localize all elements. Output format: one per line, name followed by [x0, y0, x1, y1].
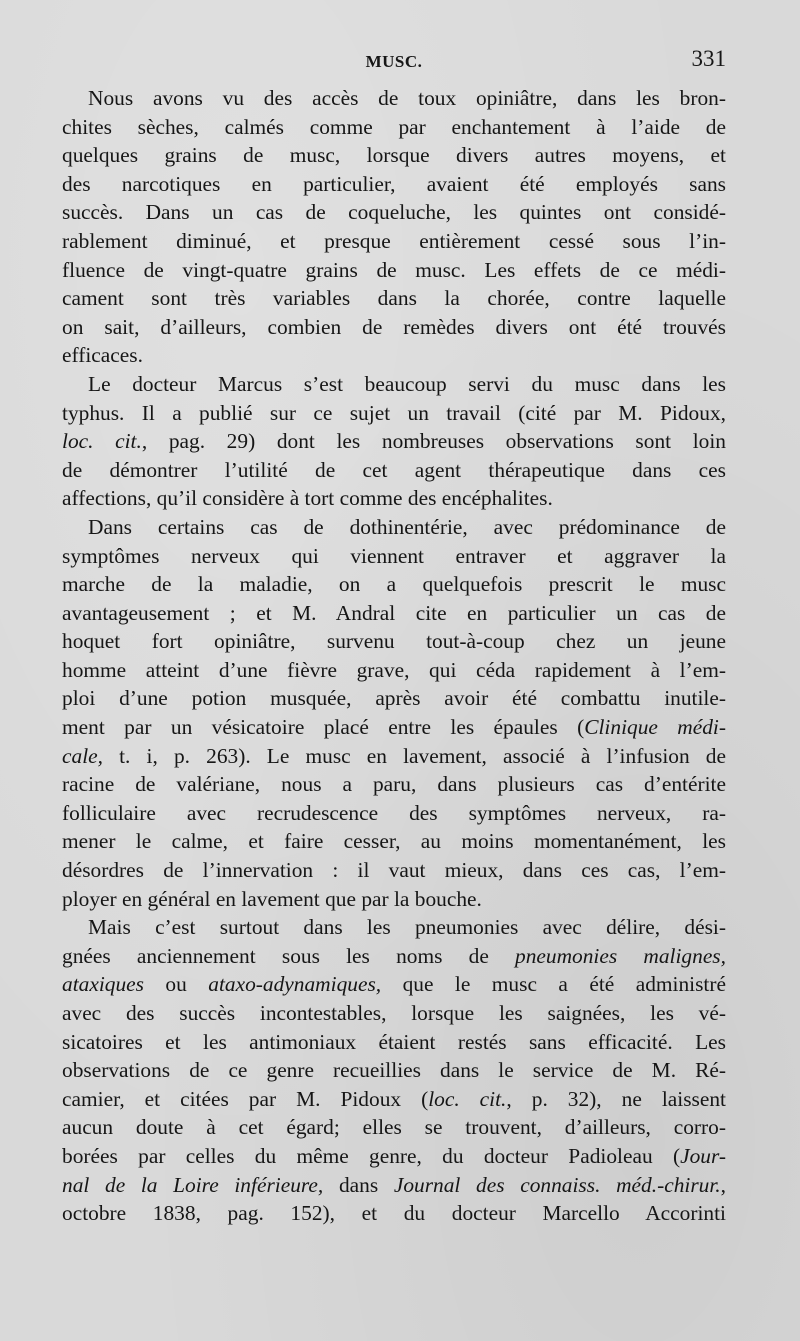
- text-line: [62, 742, 726, 771]
- text-line: [62, 1113, 726, 1142]
- text-run: hoquet fort opiniâtre, survenu tout-à-coup chez un jeune: [62, 629, 726, 654]
- text-line: [62, 341, 726, 370]
- text-run: Le docteur Marcus s’est beaucoup servi du musc dans les: [88, 371, 726, 396]
- text-line: [62, 1142, 726, 1171]
- text-line: [62, 399, 726, 428]
- text-line: [62, 198, 726, 227]
- text-run: désordres de l’innervation : il vaut mieux, dans ces cas, l’em-: [62, 858, 726, 883]
- text-run: ou: [143, 972, 209, 997]
- text-run: folliculaire avec recrudescence des symptômes nerveux, ra-: [62, 800, 726, 825]
- text-line: [62, 1056, 726, 1085]
- text-run: , pag. 29) dont les nombreuses observations sont loin: [141, 429, 726, 454]
- text-run: dans: [323, 1172, 394, 1197]
- text-run: ploi d’une potion musquée, après avoir été combattu inutile-: [62, 686, 726, 711]
- text-line: [62, 456, 726, 485]
- text-run: ,: [720, 1172, 727, 1197]
- body-text: [62, 84, 726, 1228]
- text-run: sicatoires et les antimoniaux étaient restés sans efficacité. Les: [62, 1029, 726, 1054]
- text-line: [62, 885, 726, 914]
- text-line: [62, 313, 726, 342]
- text-line: [62, 284, 726, 313]
- text-line: [62, 113, 726, 142]
- italic-text: ataxo-adynamiques,: [208, 972, 382, 997]
- text-run: octobre 1838, pag. 152), et du docteur Marcello Accorinti: [62, 1201, 726, 1226]
- italic-text: nal de la Loire inférieure,: [62, 1172, 324, 1197]
- running-head-title: MUSC.: [365, 52, 423, 71]
- text-line: [62, 770, 726, 799]
- text-run: t. i, p. 263). Le musc en lavement, associé à l’infusion de: [102, 743, 726, 768]
- text-line: [62, 827, 726, 856]
- text-run: des narcotiques en particulier, avaient été employés sans: [62, 171, 726, 196]
- text-run: marche de la maladie, on a quelquefois prescrit le musc: [62, 572, 726, 597]
- italic-text: Clinique médi-: [584, 715, 726, 740]
- text-run: homme atteint d’une fièvre grave, qui céda rapidement à l’em-: [62, 657, 726, 682]
- text-run: gnées anciennement sous les noms de: [62, 943, 516, 968]
- text-line: [62, 599, 726, 628]
- text-run: symptômes nerveux qui viennent entraver et aggraver la: [62, 543, 726, 568]
- italic-text: pneumonies malignes,: [515, 943, 726, 968]
- text-run: camier, et citées par M. Pidoux (: [62, 1086, 429, 1111]
- text-run: cament sont très variables dans la chorée, contre laquelle: [62, 286, 726, 311]
- text-run: succès. Dans un cas de coqueluche, les quintes ont considé-: [62, 200, 726, 225]
- text-run: , p. 32), ne laissent: [506, 1086, 726, 1111]
- text-line: [62, 856, 726, 885]
- text-line: [62, 427, 726, 456]
- italic-text: Journal des connaiss. méd.-chirur.: [393, 1172, 721, 1197]
- text-run: typhus. Il a publié sur ce sujet un travail (cité par M. Pidoux,: [62, 400, 726, 425]
- text-run: Dans certains cas de dothinentérie, avec prédominance de: [88, 514, 726, 539]
- text-run: on sait, d’ailleurs, combien de remèdes divers ont été trouvés: [62, 314, 726, 339]
- text-line: [62, 913, 726, 942]
- text-line: [62, 1085, 726, 1114]
- text-run: rablement diminué, et presque entièrement cessé sous l’in-: [62, 228, 726, 253]
- text-run: efficaces.: [62, 343, 143, 368]
- italic-text: loc. cit.: [62, 429, 142, 454]
- text-run: ployer en général en lavement que par la bouche.: [62, 886, 482, 911]
- text-line: [62, 713, 726, 742]
- text-run: chites sèches, calmés comme par enchantement à l’aide de: [62, 114, 726, 139]
- text-line: [62, 542, 726, 571]
- text-line: [62, 141, 726, 170]
- text-line: [62, 1199, 726, 1228]
- text-line: [62, 227, 726, 256]
- text-run: borées par celles du même genre, du docteur Padioleau (: [62, 1143, 681, 1168]
- text-line: [62, 170, 726, 199]
- text-run: racine de valériane, nous a paru, dans plusieurs cas d’entérite: [62, 772, 726, 797]
- text-run: Mais c’est surtout dans les pneumonies avec délire, dési-: [88, 915, 726, 940]
- italic-text: Jour-: [680, 1143, 726, 1168]
- text-line: [62, 999, 726, 1028]
- text-run: affections, qu’il considère à tort comme des encéphalites.: [62, 486, 553, 511]
- text-run: que le musc a été administré: [381, 972, 726, 997]
- text-run: avantageusement ; et M. Andral cite en particulier un cas de: [62, 600, 726, 625]
- text-line: [62, 370, 726, 399]
- text-line: [62, 513, 726, 542]
- text-line: [62, 799, 726, 828]
- text-line: [62, 627, 726, 656]
- text-run: quelques grains de musc, lorsque divers autres moyens, et: [62, 143, 726, 168]
- text-line: [62, 484, 726, 513]
- text-line: [62, 684, 726, 713]
- text-run: Nous avons vu des accès de toux opiniâtre, dans les bron-: [88, 86, 726, 110]
- text-line: [62, 656, 726, 685]
- text-line: [62, 570, 726, 599]
- text-line: [62, 84, 726, 113]
- text-run: ment par un vésicatoire placé entre les épaules (: [62, 715, 585, 740]
- text-run: fluence de vingt-quatre grains de musc. Les effets de ce médi-: [62, 257, 726, 282]
- text-line: [62, 1171, 726, 1200]
- italic-text: ataxiques: [62, 972, 144, 997]
- text-line: [62, 1028, 726, 1057]
- text-run: observations de ce genre recueillies dans le service de M. Ré-: [62, 1058, 726, 1083]
- page-number: 331: [691, 46, 726, 71]
- text-line: [62, 942, 726, 971]
- text-run: avec des succès incontestables, lorsque les saignées, les vé-: [62, 1001, 726, 1025]
- text-line: [62, 256, 726, 285]
- text-line: [62, 970, 726, 999]
- italic-text: cale,: [62, 743, 103, 768]
- italic-text: loc. cit.: [428, 1086, 507, 1111]
- text-run: aucun doute à cet égard; elles se trouvent, d’ailleurs, corro-: [62, 1115, 726, 1140]
- text-run: de démontrer l’utilité de cet agent thérapeutique dans ces: [62, 457, 726, 482]
- text-run: mener le calme, et faire cesser, au moins momentanément, les: [62, 829, 726, 854]
- running-head: [62, 46, 726, 76]
